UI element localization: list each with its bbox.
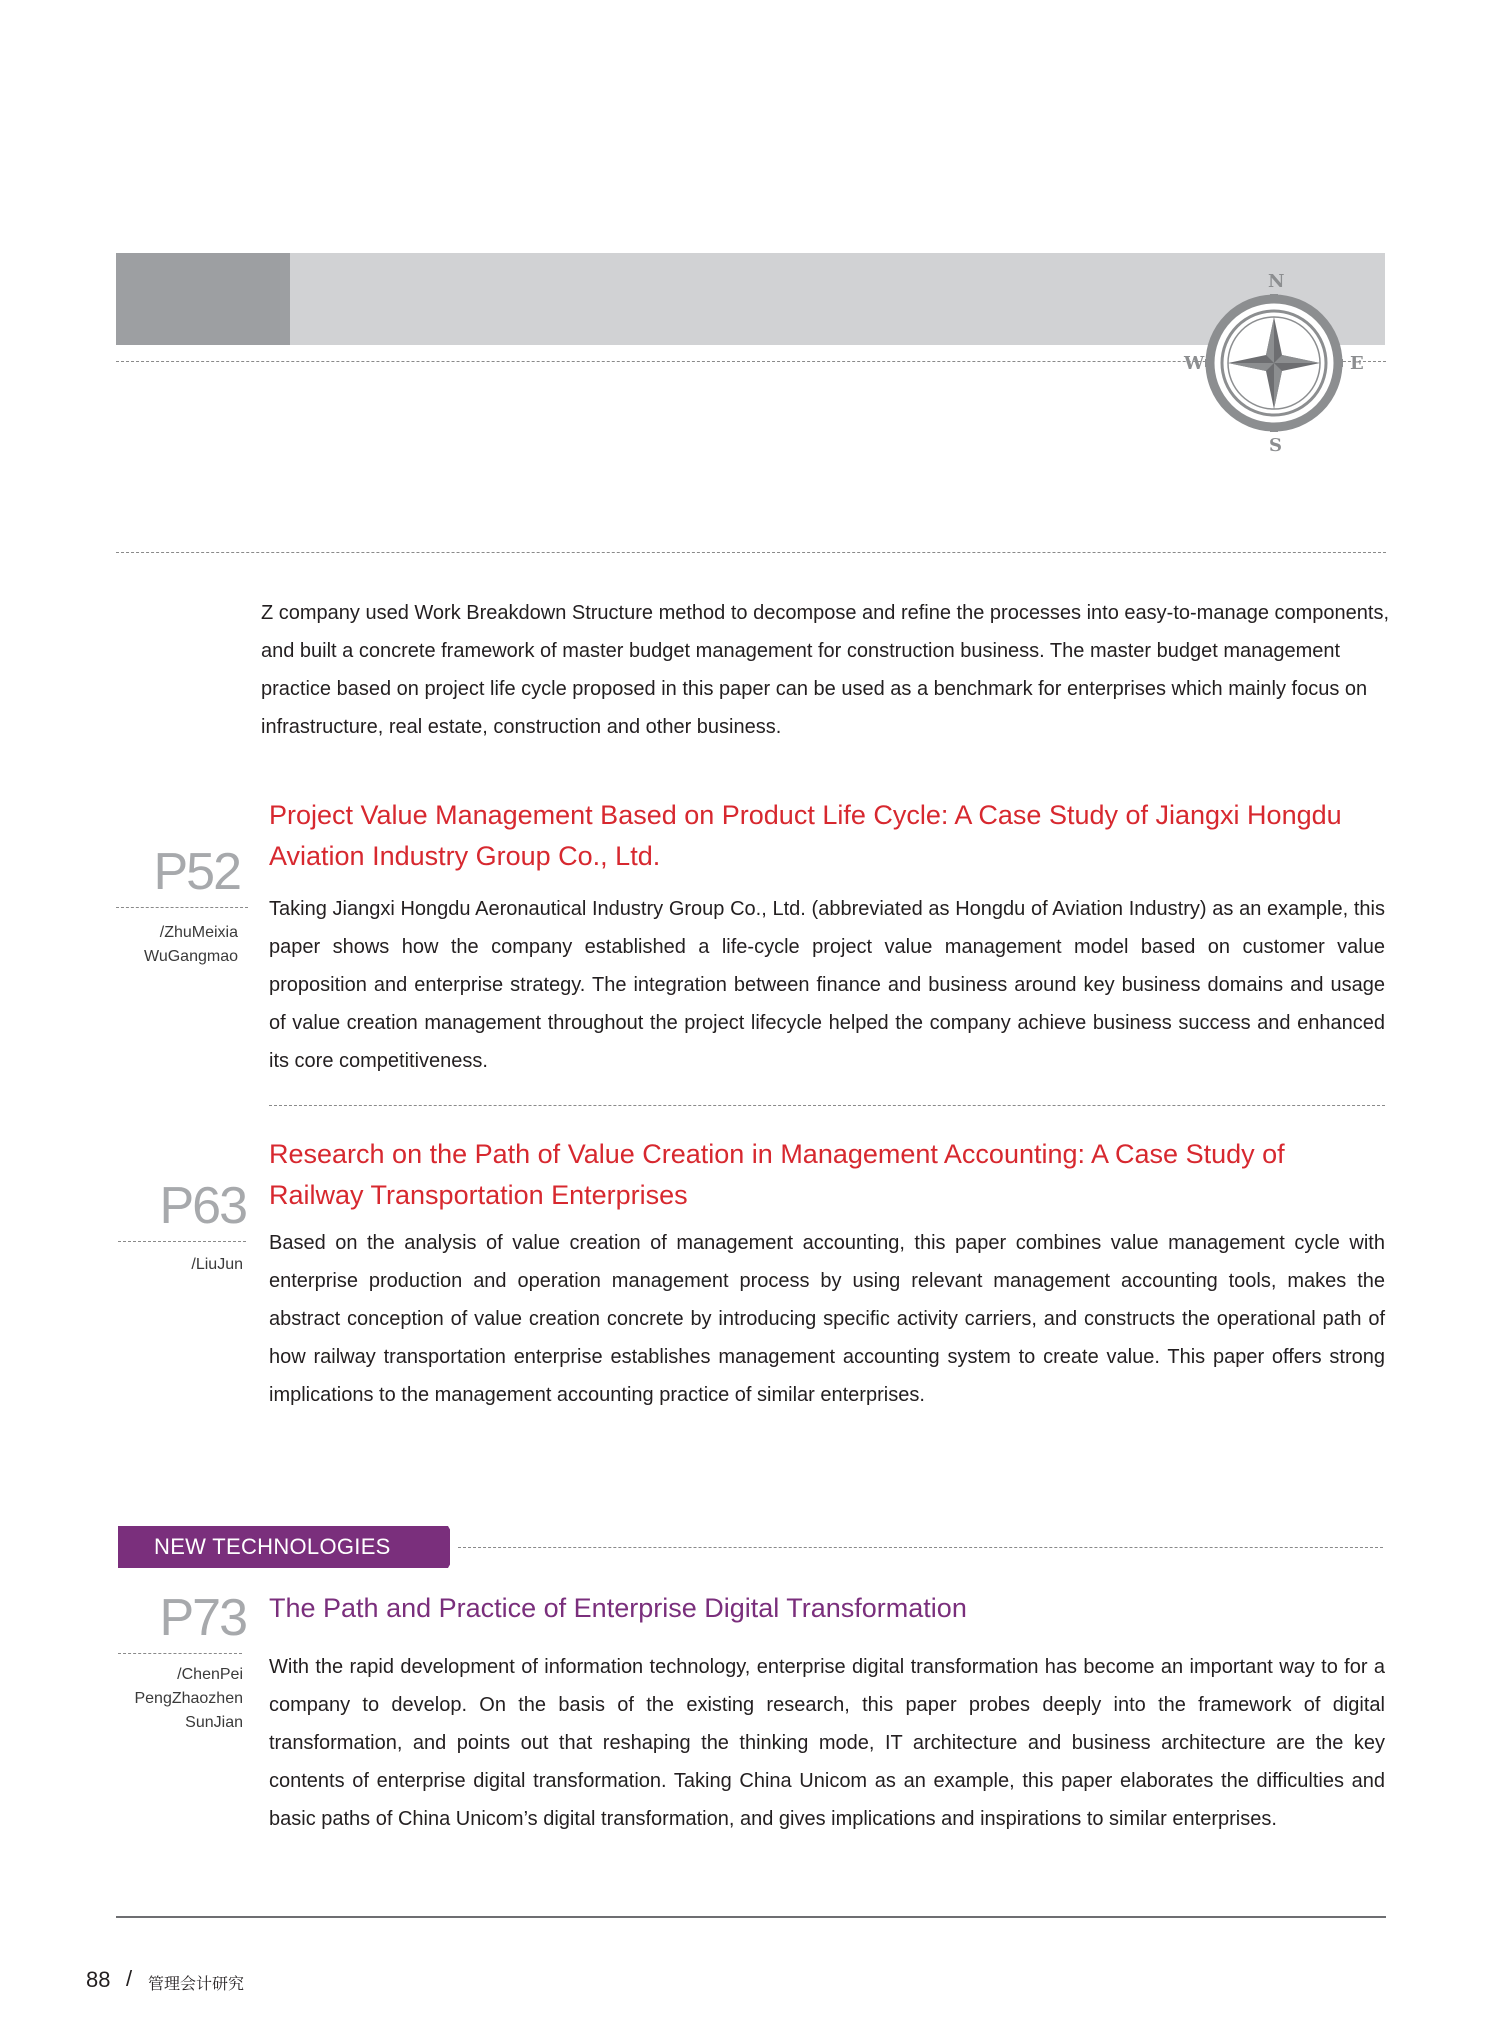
article-page-number: P52 bbox=[153, 843, 240, 901]
compass-south-label: S bbox=[1269, 435, 1282, 455]
intro-paragraph: Z company used Work Breakdown Structure method to decompose and refine the processes into easy-to-manage components, and built a concrete framework of master budget management for construction business. The master budget management practice based on project life cycle proposed in this paper can be used as a benchmark for enterprises which mainly focus on infrastructure, real estate, construction and other business. bbox=[261, 602, 1390, 738]
compass-north-label: N bbox=[1268, 271, 1285, 292]
compass-east-label: E bbox=[1350, 353, 1364, 374]
article-page-number: P63 bbox=[159, 1177, 246, 1235]
section-tag-new-technologies bbox=[118, 1526, 450, 1568]
author-name: WuGangmao bbox=[144, 948, 238, 965]
article-title: The Path and Practice of Enterprise Digital Transformation bbox=[269, 1593, 967, 1623]
article-abstract: Based on the analysis of value creation of management accounting, this paper combines value management cycle with enterprise production and operation management process by using relevant management accounting tools, makes the abstract conception of value creation concrete by introducing specific activity carriers, and constructs the operational path of how railway transportation enterprise establishes management accounting system to create value. This paper offers strong implications to the management accounting practice of similar enterprises. bbox=[269, 1232, 1385, 1406]
header-banner-dark-block bbox=[116, 253, 290, 345]
author-name: PengZhaozhen bbox=[134, 1690, 243, 1707]
intro-dashed-rule bbox=[116, 552, 1386, 553]
compass-west-label: W bbox=[1184, 353, 1205, 374]
footer-journal-name: 管理会计研究 bbox=[148, 1976, 245, 1993]
author-name: /ChenPei bbox=[177, 1666, 243, 1683]
article-authors bbox=[116, 1253, 243, 1277]
footer-rule bbox=[116, 1916, 1386, 1918]
article-authors bbox=[116, 921, 238, 969]
footer-separator: / bbox=[126, 1966, 133, 1991]
author-name: /ZhuMeixia bbox=[159, 924, 238, 941]
section-dashed-rule bbox=[458, 1547, 1383, 1548]
article-title: Project Value Management Based on Product Life Cycle: A Case Study of Jiangxi Hongdu Aviation Industry Group Co., Ltd. bbox=[269, 800, 1342, 871]
page-number-dashed-rule bbox=[116, 907, 248, 908]
author-name: /LiuJun bbox=[191, 1256, 243, 1273]
article-page-number: P73 bbox=[159, 1589, 246, 1647]
article-authors bbox=[116, 1663, 243, 1735]
page-number-dashed-rule bbox=[118, 1653, 242, 1654]
section-tag-label: NEW TECHNOLOGIES bbox=[154, 1534, 391, 1559]
article-title: Research on the Path of Value Creation in Management Accounting: A Case Study of Railway Transportation Enterprises bbox=[269, 1139, 1285, 1210]
page-number-dashed-rule bbox=[118, 1241, 246, 1242]
article-abstract: With the rapid development of information technology, enterprise digital transformation has become an important way to for a company to develop. On the basis of the existing research, this paper probes deeply into the framework of digital transformation, and points out that reshaping the thinking mode, IT architecture and business architecture are the key contents of enterprise digital transformation. Taking China Unicom as an example, this paper elaborates the difficulties and basic paths of China Unicom’s digital transformation, and gives implications and inspirations to similar enterprises. bbox=[269, 1656, 1385, 1830]
author-name: SunJian bbox=[185, 1714, 243, 1731]
article-separator-rule bbox=[269, 1105, 1385, 1106]
article-abstract: Taking Jiangxi Hongdu Aeronautical Industry Group Co., Ltd. (abbreviated as Hongdu of Aviation Industry) as an example, this paper shows how the company established a life-cycle project value management model based on customer value proposition and enterprise strategy. The integration between finance and business around key business domains and usage of value creation management throughout the project lifecycle helped the company achieve business success and enhanced its core competitiveness. bbox=[269, 898, 1385, 1072]
footer-page-number: 88 bbox=[86, 1967, 111, 1992]
compass-rose-icon bbox=[1174, 265, 1374, 455]
